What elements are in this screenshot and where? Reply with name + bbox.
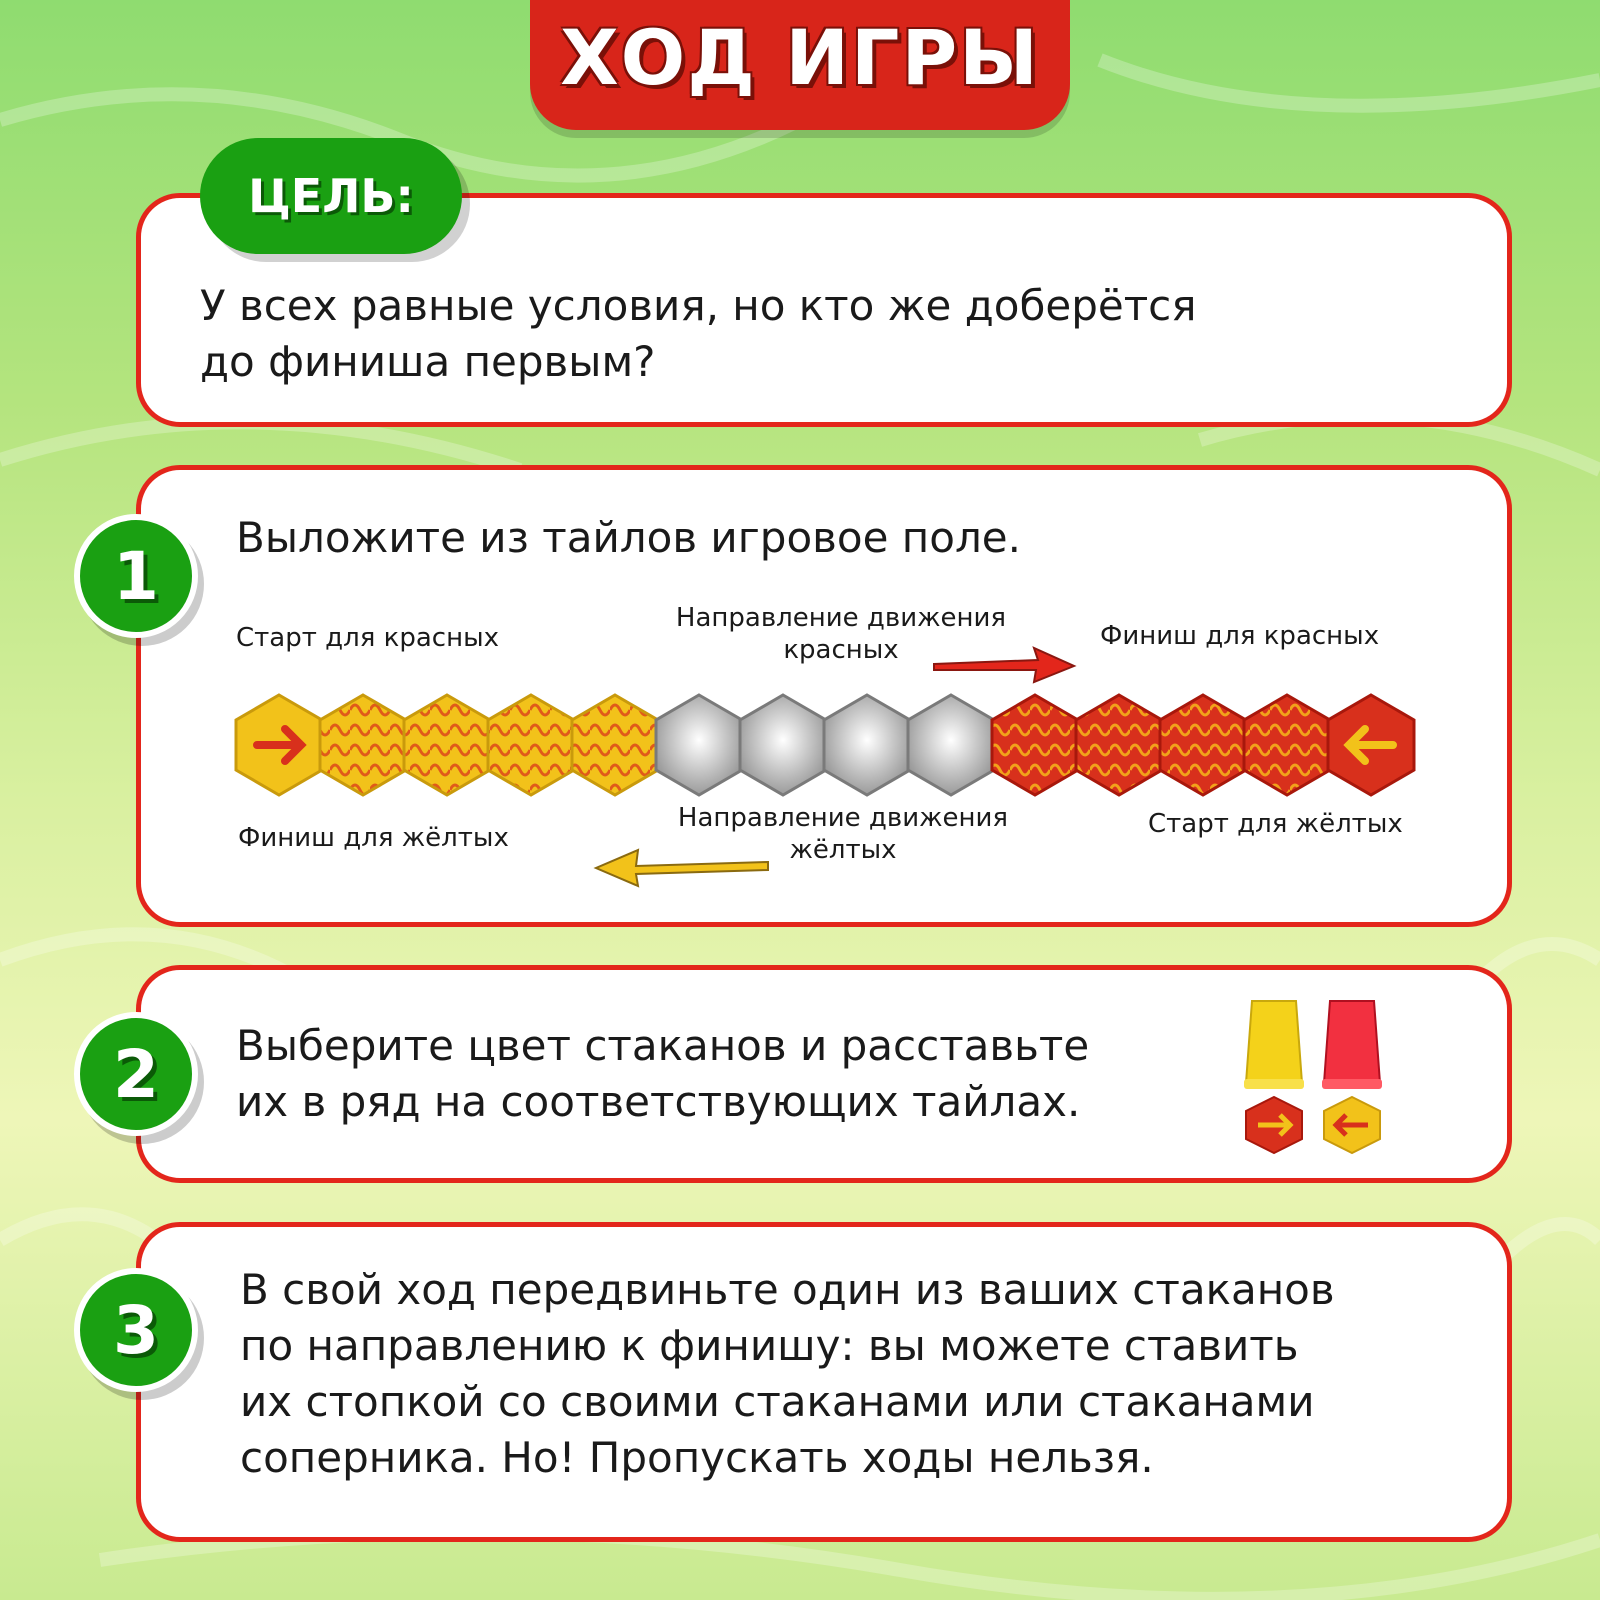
step3-text-line1: В свой ход передвиньте один из ваших стаканов: [240, 1265, 1335, 1314]
hex-tile-grey: [908, 695, 994, 795]
hex-tile-yellow: [572, 695, 658, 795]
hex-tile-yellow: [404, 695, 490, 795]
step2-text-line1: Выберите цвет стаканов и расставьте: [236, 1021, 1090, 1070]
yellow-direction-arrow: [592, 842, 772, 892]
step2-number-badge: [74, 1012, 198, 1136]
step1-number-badge: [74, 514, 198, 638]
step3-text-line2: по направлению к финишу: вы можете ставить: [240, 1321, 1299, 1370]
hex-tile-yellow: [320, 695, 406, 795]
goal-badge-label: ЦЕЛЬ:: [248, 169, 414, 223]
label-dir-red-line1: Направление движения: [675, 603, 1007, 633]
goal-text-line1: У всех равные условия, но кто же доберётся: [200, 281, 1197, 330]
cups-illustration: [1236, 995, 1436, 1175]
step2-text-line2: их в ряд на соответствующих тайлах.: [236, 1077, 1081, 1126]
label-start-red: Старт для красных: [236, 623, 499, 653]
page-title: ХОД ИГРЫ: [560, 13, 1040, 102]
hex-tile-grey: [656, 695, 742, 795]
hex-tile-red: [992, 695, 1078, 795]
step1-text: Выложите из тайлов игровое поле.: [236, 513, 1021, 562]
label-dir-red-line2: красных: [783, 635, 899, 665]
label-start-yellow: Старт для жёлтых: [1148, 809, 1403, 839]
label-finish-yellow: Финиш для жёлтых: [238, 823, 509, 853]
step3-number-badge: [74, 1268, 198, 1392]
step3-text-line3: их стопкой со своими стаканами или стаканами: [240, 1377, 1315, 1426]
hex-tile-red: [1076, 695, 1162, 795]
label-dir-yellow-line1: Направление движения: [677, 803, 1009, 833]
hex-tile-red: [1244, 695, 1330, 795]
page-title-banner: [530, 0, 1070, 130]
goal-text-line2: до финиша первым?: [200, 337, 656, 386]
goal-badge: [200, 138, 462, 254]
label-dir-yellow-line2: жёлтых: [789, 835, 897, 865]
hex-tile-grey: [740, 695, 826, 795]
hex-tile-yellow: [488, 695, 574, 795]
label-finish-red: Финиш для красных: [1100, 621, 1380, 651]
hex-tile-red: [1160, 695, 1246, 795]
hex-tile-grey: [824, 695, 910, 795]
step2-number: 2: [113, 1035, 159, 1113]
step1-number: 1: [113, 537, 159, 615]
step3-number: 3: [113, 1291, 159, 1369]
tile-track: [230, 680, 1450, 810]
step3-text-line4: соперника. Но! Пропускать ходы нельзя.: [240, 1433, 1154, 1482]
